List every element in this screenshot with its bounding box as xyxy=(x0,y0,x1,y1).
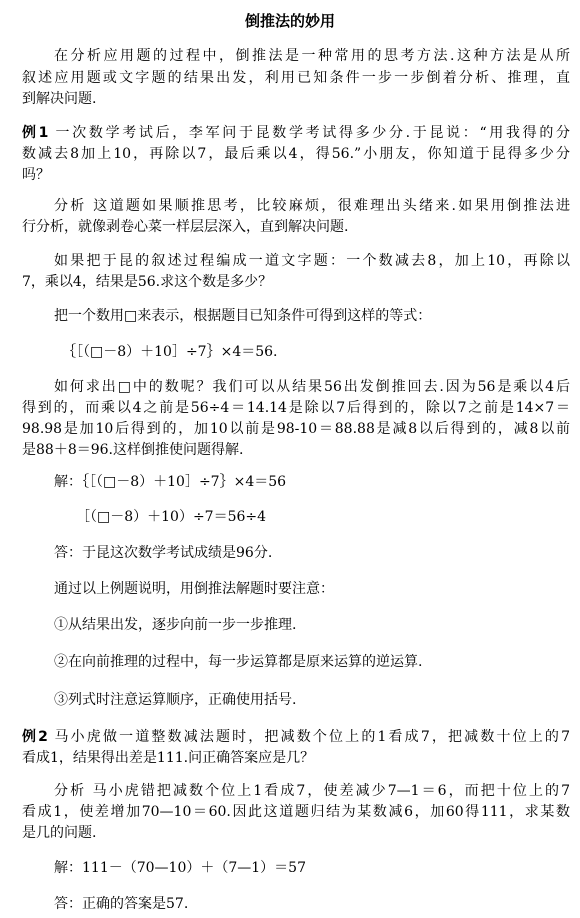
page-title: 倒推法的妙用 xyxy=(244,12,335,30)
intro-line-2: 叙述应用题或文字题的结果出发，利用已知条件一步一步倒着分析、推理，直 xyxy=(22,70,570,86)
example1-answer: 答：于昆这次数学考试成绩是96分. xyxy=(54,545,273,561)
example1-how-2: 得到的，而乘以4之前是56÷4＝14.14是除以7后得到的，除以7之前是14×7＝ xyxy=(22,400,570,416)
notes-intro: 通过以上例题说明，用倒推法解题时要注意： xyxy=(54,581,334,597)
example2-line-1 xyxy=(22,726,570,746)
example2-answer: 答：正确的答案是57. xyxy=(54,896,189,912)
example2-line-2: 看成1，结果得出差是111.问正确答案应是几？ xyxy=(22,750,315,766)
example2-text-1: 马小虎做一道整数减法题时，把减数个位上的1看成7，把减数十位上的7 xyxy=(54,729,570,745)
example1-question-1: 如果把于昆的叙述过程编成一道文字题：一个数减去8，加上10，再除以 xyxy=(54,253,570,269)
example1-equation: ｛［（□－8）＋10］÷7｝×4＝56. xyxy=(62,344,278,360)
example2-analysis-2: 看成1，使差增加70—10＝60.因此这道题归结为某数减6，加60得111，求某数 xyxy=(22,804,570,820)
example2-solution: 解：111－（70—10）＋（7—1）＝57 xyxy=(54,860,306,876)
example1-question-2: 7，乘以4，结果是56.求这个数是多少？ xyxy=(22,274,273,290)
example1-text-1: 一次数学考试后，李军问于昆数学考试得多少分.于昆说：“用我得的分 xyxy=(55,125,570,141)
intro-line-3: 到解决问题. xyxy=(22,91,97,107)
intro-line-1: 在分析应用题的过程中，倒推法是一种常用的思考方法.这种方法是从所 xyxy=(54,48,570,64)
example1-solution-2: ［（□－8）＋10）÷7＝56÷4 xyxy=(76,509,267,525)
example1-solution-1: 解：｛［（□－8）＋10］÷7｝×4＝56 xyxy=(54,474,287,490)
example1-box-line: 把一个数用□来表示，根据题目已知条件可得到这样的等式： xyxy=(54,308,432,324)
example1-how-4: 是88＋8＝96.这样倒推使问题得解. xyxy=(22,442,244,458)
note-1: ①从结果出发，逐步向前一步一步推理. xyxy=(54,617,297,633)
example1-how-1: 如何求出□中的数呢？我们可以从结果56出发倒推回去.因为56是乘以4后 xyxy=(54,379,570,395)
example1-analysis-1: 分析 这道题如果顺推思考，比较麻烦，很难理出头绪来.如果用倒推法进 xyxy=(54,198,570,214)
example1-line-1 xyxy=(22,122,570,142)
example1-analysis-2: 行分析，就像剥卷心菜一样层层深入，直到解决问题. xyxy=(22,219,349,235)
example2-analysis-3: 是几的问题. xyxy=(22,825,97,841)
example1-how-3: 98.98是加10后得到的，加10以前是98-10＝88.88是减8以后得到的，减8以前 xyxy=(22,421,570,437)
note-3: ③列式时注意运算顺序，正确使用括号. xyxy=(54,692,297,708)
example1-line-3: 吗？ xyxy=(22,167,50,183)
note-2: ②在向前推理的过程中，每一步运算都是原来运算的逆运算. xyxy=(54,654,423,670)
example1-line-2: 数减去8加上10，再除以7，最后乘以4，得56.”小朋友，你知道于昆得多少分 xyxy=(22,146,570,162)
example2-label: 例2 xyxy=(22,729,48,745)
example1-label: 例1 xyxy=(22,125,49,141)
example2-analysis-1: 分析 马小虎错把减数个位上1看成7，使差减少7—1＝6，而把十位上的7 xyxy=(54,783,570,799)
